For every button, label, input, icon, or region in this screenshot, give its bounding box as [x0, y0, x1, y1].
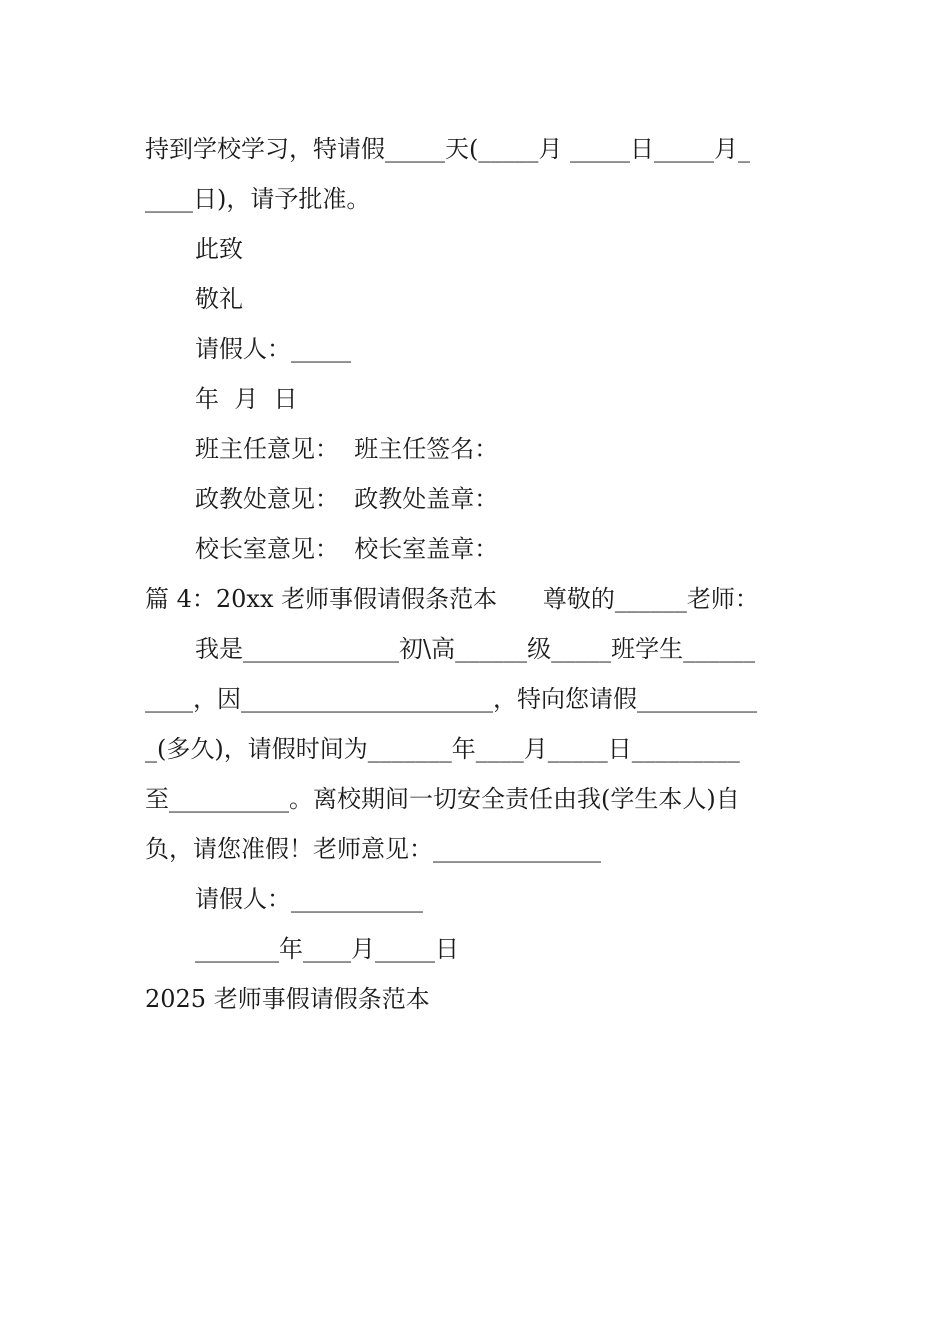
- principal-office-opinion: 校长室意见： 校长室盖章：: [195, 535, 499, 563]
- class-teacher-opinion: 班主任意见： 班主任签名：: [195, 435, 499, 463]
- footer-title: 2025 老师事假请假条范本: [145, 985, 430, 1013]
- closing-greeting-1: 此致: [195, 235, 243, 263]
- body-line-5: 负，请您准假！老师意见：______________: [145, 835, 601, 863]
- text-line-2: ____日)，请予批准。: [145, 185, 371, 213]
- date-line: 年 月 日: [195, 385, 298, 413]
- body-line-1: 我是_____________初\高______级_____班学生______: [195, 635, 756, 663]
- body-line-3: _(多久)，请假时间为_______年____月_____日_________: [145, 735, 740, 763]
- section-heading: 篇 4：20xx 老师事假请假条范本 尊敬的______老师：: [145, 585, 759, 613]
- body-line-4: 至__________。离校期间一切安全责任由我(学生本人)自: [145, 785, 740, 813]
- applicant-line: 请假人：_____: [195, 335, 351, 363]
- body-line-2: ____，因_____________________，特向您请假__________: [145, 685, 757, 713]
- applicant-signature-line: 请假人：___________: [195, 885, 423, 913]
- signature-date-line: _______年____月_____日: [195, 935, 459, 963]
- text-line-1: 持到学校学习，特请假_____天(_____月 _____日_____月_: [145, 135, 750, 163]
- closing-greeting-2: 敬礼: [195, 285, 243, 313]
- political-office-opinion: 政教处意见： 政教处盖章：: [195, 485, 499, 513]
